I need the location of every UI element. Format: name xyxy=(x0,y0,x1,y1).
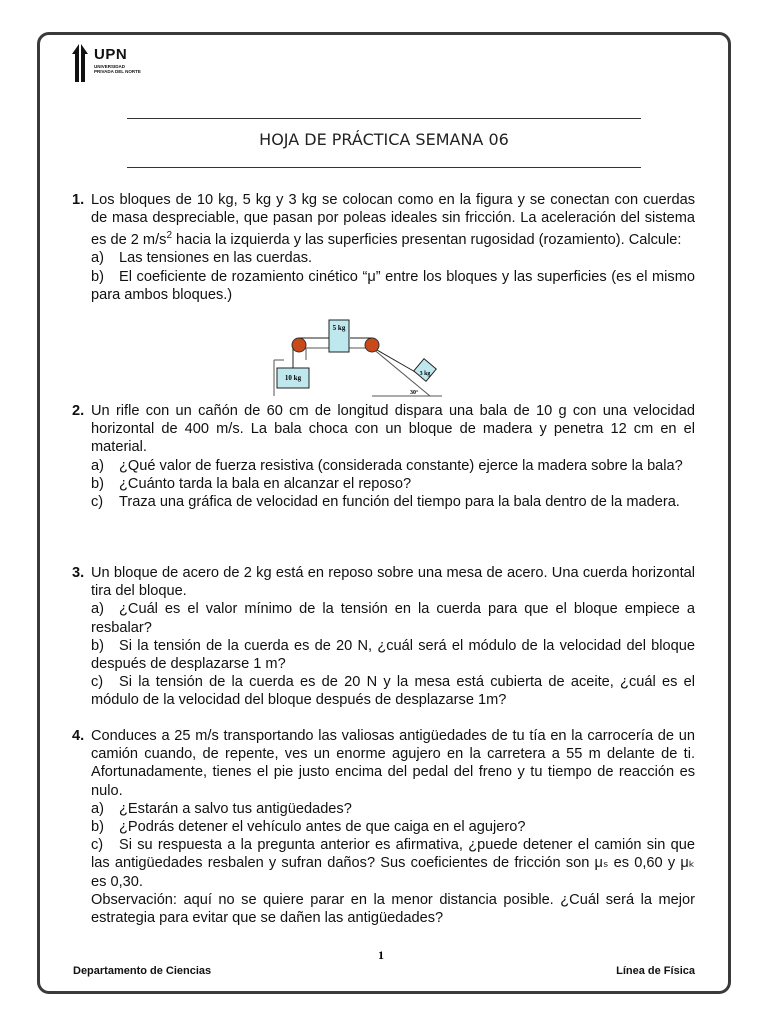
logo-brand: UPN xyxy=(94,46,128,63)
problem-number: 4. xyxy=(72,728,85,744)
problem-note: Observación: aquí no se quiere parar en la menor distancia posible. ¿Cuál será la mejor estrategia para evitar que se dañen las antigüedades? xyxy=(91,891,695,927)
problem-number: 1. xyxy=(72,192,85,208)
block-label: 3 kg xyxy=(419,371,431,377)
list-item: c) Si su respuesta a la pregunta anterior es afirmativa, ¿puede detener el camión sin que las antigüedades resbalen y sufran daños? Sus coeficientes de fricción son μₛ es 0,60 y μₖ es 0,30. xyxy=(91,837,695,890)
problem-number: 2. xyxy=(72,403,85,419)
problem-statement: Un bloque de acero de 2 kg está en reposo sobre una mesa de acero. Una cuerda horizontal tira del bloque. xyxy=(91,565,695,600)
block-label: 10 kg xyxy=(284,374,302,382)
list-item: b) Si la tensión de la cuerda es de 20 N, ¿cuál será el módulo de la velocidad del bloque después de desplazarse 1 m? xyxy=(91,637,695,673)
angle-label: 30° xyxy=(410,390,419,396)
problem-3 xyxy=(72,564,695,710)
page-number: 1 xyxy=(378,948,384,962)
list-item: a) Las tensiones en las cuerdas. xyxy=(91,250,313,267)
list-item: a) ¿Cuál es el valor mínimo de la tensión en la cuerda para que el bloque empiece a resbalar? xyxy=(91,601,695,636)
footer-right: Línea de Física xyxy=(616,965,695,977)
problem-1 xyxy=(72,191,695,304)
problem-number: 3. xyxy=(72,565,85,581)
list-item: c) Si la tensión de la cuerda es de 20 N y la mesa está cubierta de aceite, ¿cuál es el módulo de la velocidad del bloque después de desplazarse 1m? xyxy=(91,674,695,709)
pulley-blocks-figure xyxy=(272,318,452,400)
problem-4 xyxy=(72,727,695,927)
title-rule-bottom xyxy=(127,167,641,168)
block-label: 5 kg xyxy=(332,324,346,332)
page-title: HOJA DE PRÁCTICA SEMANA 06 xyxy=(259,130,509,149)
problem-statement: Los bloques de 10 kg, 5 kg y 3 kg se colocan como en la figura y se conectan con cuerdas de masa despreciable, que pasan por poleas ideales sin fricción. La aceleración del sistema es de 2 $m/s^2$ hacia la izquierda y las superficies presentan rugosidad (rozamiento). Calcule: xyxy=(91,192,695,249)
list-item: b) ¿Podrás detener el vehículo antes de que caiga en el agujero? xyxy=(91,819,526,836)
problem-statement: Conduces a 25 m/s transportando las valiosas antigüedades de tu tía en la carrocería de un camión cuando, de repente, ves un enorme agujero en la carretera a 55 m delante de ti. Afortunadamente, tienes el pie justo encima del pedal del freno y tu tiempo de reacción es nulo. xyxy=(91,728,695,799)
upn-arrow-logo-icon xyxy=(72,44,94,84)
list-item: a) ¿Estarán a salvo tus antigüedades? xyxy=(91,800,352,817)
list-item: a) ¿Qué valor de fuerza resistiva (considerada constante) ejerce la madera sobre la bala? xyxy=(91,457,683,474)
list-item: b) ¿Cuánto tarda la bala en alcanzar el reposo? xyxy=(91,475,412,492)
list-item: c) Traza una gráfica de velocidad en función del tiempo para la bala dentro de la madera. xyxy=(91,494,680,511)
logo-subtitle: UNIVERSIDAD PRIVADA DEL NORTE xyxy=(94,64,141,74)
list-item: b) El coeficiente de rozamiento cinético “μ” entre los bloques y las superficies (es el mismo para ambos bloques.) xyxy=(91,268,695,303)
problem-statement: Un rifle con un cañón de 60 cm de longitud dispara una bala de 10 g con una velocidad horizontal de 400 m/s. La bala choca con un bloque de madera y penetra 12 cm en el material. xyxy=(91,403,695,456)
footer-left: Departamento de Ciencias xyxy=(73,965,212,977)
problem-2 xyxy=(72,402,695,511)
logo-text xyxy=(94,46,144,74)
title-rule-top xyxy=(127,118,641,119)
